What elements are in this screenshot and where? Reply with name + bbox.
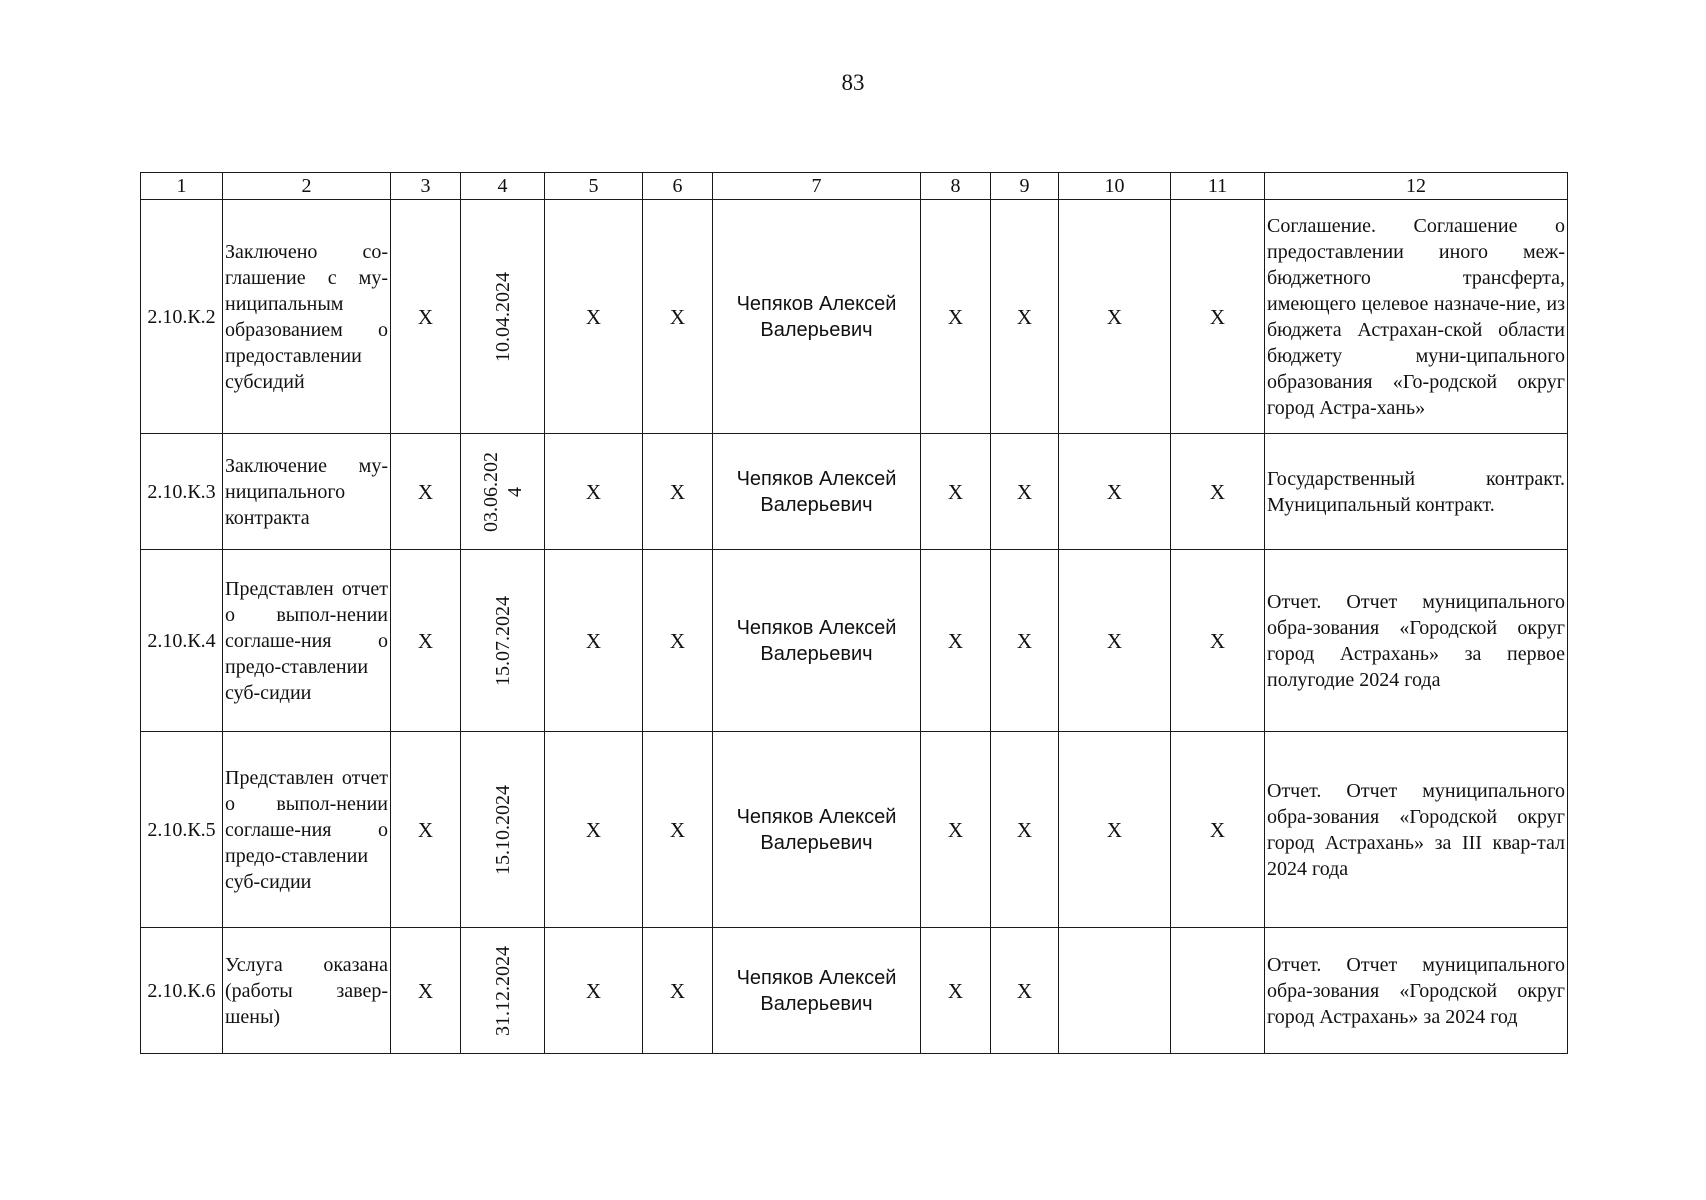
mark-col-10: X [1059, 434, 1171, 550]
date-cell [461, 732, 545, 928]
date-cell [461, 200, 545, 434]
row-date: 31.12.2024 [491, 945, 514, 1036]
mark-col-8: X [921, 732, 991, 928]
mark-col-3: X [391, 928, 461, 1054]
column-header-1: 1 [141, 173, 223, 200]
column-number-row [141, 173, 1568, 200]
date-cell [461, 550, 545, 732]
column-header-8: 8 [921, 173, 991, 200]
row-code: 2.10.К.4 [141, 550, 223, 732]
row-date: 03.06.202 4 [479, 451, 526, 532]
row-date: 15.10.2024 [491, 784, 514, 875]
row-result: Отчет. Отчет муниципального обра-зования «Городской округ город Астрахань» за III квар-тал 2024 года [1265, 732, 1568, 928]
control-points-table [140, 172, 1568, 1054]
column-header-10: 10 [1059, 173, 1171, 200]
column-header-9: 9 [991, 173, 1059, 200]
mark-col-10: X [1059, 550, 1171, 732]
mark-col-6: X [643, 732, 713, 928]
responsible-person: Чепяков Алексей Валерьевич [713, 928, 921, 1054]
mark-col-8: X [921, 550, 991, 732]
row-code: 2.10.К.3 [141, 434, 223, 550]
mark-col-6: X [643, 928, 713, 1054]
responsible-person: Чепяков Алексей Валерьевич [713, 550, 921, 732]
column-header-3: 3 [391, 173, 461, 200]
mark-col-8: X [921, 434, 991, 550]
table-row [141, 732, 1568, 928]
mark-col-6: X [643, 550, 713, 732]
mark-col-11: X [1171, 550, 1265, 732]
mark-col-5: X [545, 732, 643, 928]
column-header-2: 2 [223, 173, 391, 200]
mark-col-5: X [545, 200, 643, 434]
row-result: Отчет. Отчет муниципального обра-зования «Городской округ город Астрахань» за 2024 год [1265, 928, 1568, 1054]
responsible-person: Чепяков Алексей Валерьевич [713, 732, 921, 928]
mark-col-3: X [391, 434, 461, 550]
date-cell [461, 434, 545, 550]
row-name: Заключение му-ниципального контракта [223, 434, 391, 550]
column-header-5: 5 [545, 173, 643, 200]
mark-col-5: X [545, 550, 643, 732]
table-row [141, 434, 1568, 550]
column-header-4: 4 [461, 173, 545, 200]
page-number: 83 [841, 70, 865, 95]
mark-col-6: X [643, 434, 713, 550]
column-header-6: 6 [643, 173, 713, 200]
row-name: Представлен отчет о выпол-нении соглаше-ния о предо-ставлении суб-сидии [223, 732, 391, 928]
row-name: Услуга оказана (работы завер-шены) [223, 928, 391, 1054]
row-result: Соглашение. Соглашение о предоставлении иного меж-бюджетного трансферта, имеющего целевое назначе-ние, из бюджета Астрахан-ской области бюджету муни-ципального образования «Го-родской округ город Астра-хань» [1265, 200, 1568, 434]
table-row [141, 928, 1568, 1054]
row-code: 2.10.К.6 [141, 928, 223, 1054]
mark-col-11: X [1171, 732, 1265, 928]
mark-col-10 [1059, 928, 1171, 1054]
mark-col-11: X [1171, 434, 1265, 550]
mark-col-9: X [991, 434, 1059, 550]
row-name: Заключено со-глашение с му-ниципальным образованием о предоставлении субсидий [223, 200, 391, 434]
mark-col-11: X [1171, 200, 1265, 434]
responsible-person: Чепяков Алексей Валерьевич [713, 200, 921, 434]
mark-col-9: X [991, 200, 1059, 434]
date-cell [461, 928, 545, 1054]
mark-col-8: X [921, 928, 991, 1054]
mark-col-6: X [643, 200, 713, 434]
table-row [141, 200, 1568, 434]
mark-col-10: X [1059, 732, 1171, 928]
column-header-7: 7 [713, 173, 921, 200]
row-result: Государственный контракт. Муниципальный контракт. [1265, 434, 1568, 550]
mark-col-3: X [391, 732, 461, 928]
mark-col-5: X [545, 928, 643, 1054]
mark-col-10: X [1059, 200, 1171, 434]
mark-col-3: X [391, 550, 461, 732]
row-code: 2.10.К.2 [141, 200, 223, 434]
column-header-11: 11 [1171, 173, 1265, 200]
mark-col-9: X [991, 732, 1059, 928]
row-date: 10.04.2024 [491, 271, 514, 362]
mark-col-9: X [991, 928, 1059, 1054]
responsible-person: Чепяков Алексей Валерьевич [713, 434, 921, 550]
column-header-12: 12 [1265, 173, 1568, 200]
row-code: 2.10.К.5 [141, 732, 223, 928]
mark-col-5: X [545, 434, 643, 550]
row-name: Представлен отчет о выпол-нении соглаше-ния о предо-ставлении суб-сидии [223, 550, 391, 732]
table-row [141, 550, 1568, 732]
row-result: Отчет. Отчет муниципального обра-зования «Городской округ город Астрахань» за первое полугодие 2024 года [1265, 550, 1568, 732]
row-date: 15.07.2024 [491, 595, 514, 686]
mark-col-8: X [921, 200, 991, 434]
mark-col-9: X [991, 550, 1059, 732]
mark-col-3: X [391, 200, 461, 434]
mark-col-11 [1171, 928, 1265, 1054]
